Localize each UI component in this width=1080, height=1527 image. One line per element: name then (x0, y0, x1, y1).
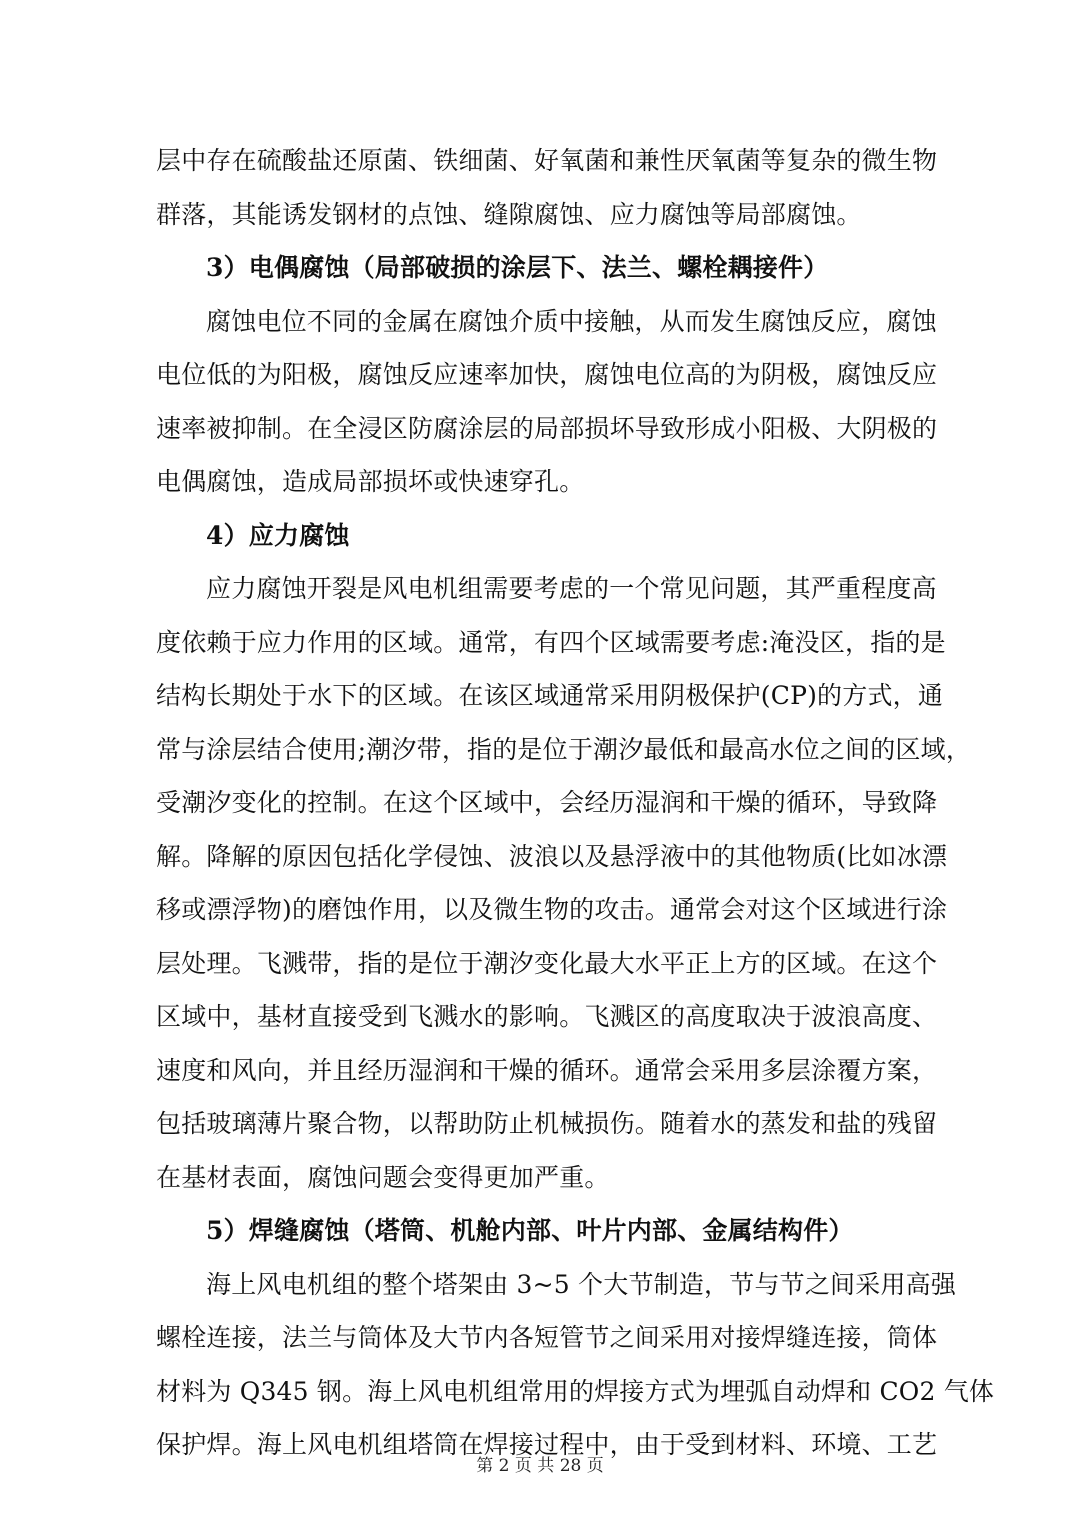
body-text-line: 受潮汐变化的控制。在这个区域中，会经历湿润和干燥的循环，导致降 (156, 788, 938, 817)
section-heading-galvanic: 3）电偶腐蚀（局部破损的涂层下、法兰、螺栓耦接件） (206, 253, 829, 282)
body-text-line: 常与涂层结合使用;潮汐带，指的是位于潮汐最低和最高水位之间的区域， (156, 734, 972, 764)
body-text-line: 材料为 Q345 钢。海上风电机组常用的焊接方式为埋弧自动焊和 CO2 气体 (156, 1376, 995, 1406)
body-text-line: 电位低的为阳极，腐蚀反应速率加快，腐蚀电位高的为阴极，腐蚀反应 (156, 360, 938, 389)
document-body (156, 134, 995, 1472)
paragraph-first-line: 腐蚀电位不同的金属在腐蚀介质中接触，从而发生腐蚀反应，腐蚀 (206, 306, 937, 336)
paragraph-first-line: 海上风电机组的整个塔架由 3~5 个大节制造，节与节之间采用高强 (206, 1269, 957, 1299)
paragraph-first-line: 应力腐蚀开裂是风电机组需要考虑的一个常见问题，其严重程度高 (206, 574, 937, 603)
section-heading-weld: 5）焊缝腐蚀（塔筒、机舱内部、叶片内部、金属结构件） (206, 1216, 854, 1245)
body-text-line: 解。降解的原因包括化学侵蚀、波浪以及悬浮液中的其他物质(比如冰漂 (156, 841, 948, 871)
section-heading-stress: 4）应力腐蚀 (206, 520, 350, 550)
body-text-line: 群落，其能诱发钢材的点蚀、缝隙腐蚀、应力腐蚀等局部腐蚀。 (156, 199, 862, 229)
body-text-line: 电偶腐蚀，造成局部损坏或快速穿孔。 (156, 467, 585, 496)
body-text-line: 层处理。飞溅带，指的是位于潮汐变化最大水平正上方的区域。在这个 (156, 948, 938, 978)
body-text-line: 层中存在硫酸盐还原菌、铁细菌、好氧菌和兼性厌氧菌等复杂的微生物 (156, 146, 938, 175)
body-text-line: 结构长期处于水下的区域。在该区域通常采用阴极保护(CP)的方式，通 (156, 681, 944, 710)
body-text-line: 速度和风向，并且经历湿润和干燥的循环。通常会采用多层涂覆方案， (156, 1055, 938, 1085)
body-text-line: 速率被抑制。在全浸区防腐涂层的局部损坏导致形成小阳极、大阴极的 (156, 413, 938, 443)
body-text-line: 区域中，基材直接受到飞溅水的影响。飞溅区的高度取决于波浪高度、 (156, 1002, 938, 1031)
body-text-line: 保护焊。海上风电机组塔筒在焊接过程中，由于受到材料、环境、工艺 (156, 1430, 938, 1459)
body-text-line: 螺栓连接，法兰与筒体及大节内各短管节之间采用对接焊缝连接，筒体 (156, 1323, 938, 1352)
body-text-line: 在基材表面，腐蚀问题会变得更加严重。 (156, 1162, 610, 1192)
page-number-footer: 第 2 页 共 28 页 (476, 1456, 604, 1476)
body-text-line: 移或漂浮物)的磨蚀作用，以及微生物的攻击。通常会对这个区域进行涂 (156, 895, 948, 924)
body-text-line: 度依赖于应力作用的区域。通常，有四个区域需要考虑:淹没区，指的是 (156, 627, 946, 657)
body-text-line: 包括玻璃薄片聚合物，以帮助防止机械损伤。随着水的蒸发和盐的残留 (156, 1109, 938, 1138)
